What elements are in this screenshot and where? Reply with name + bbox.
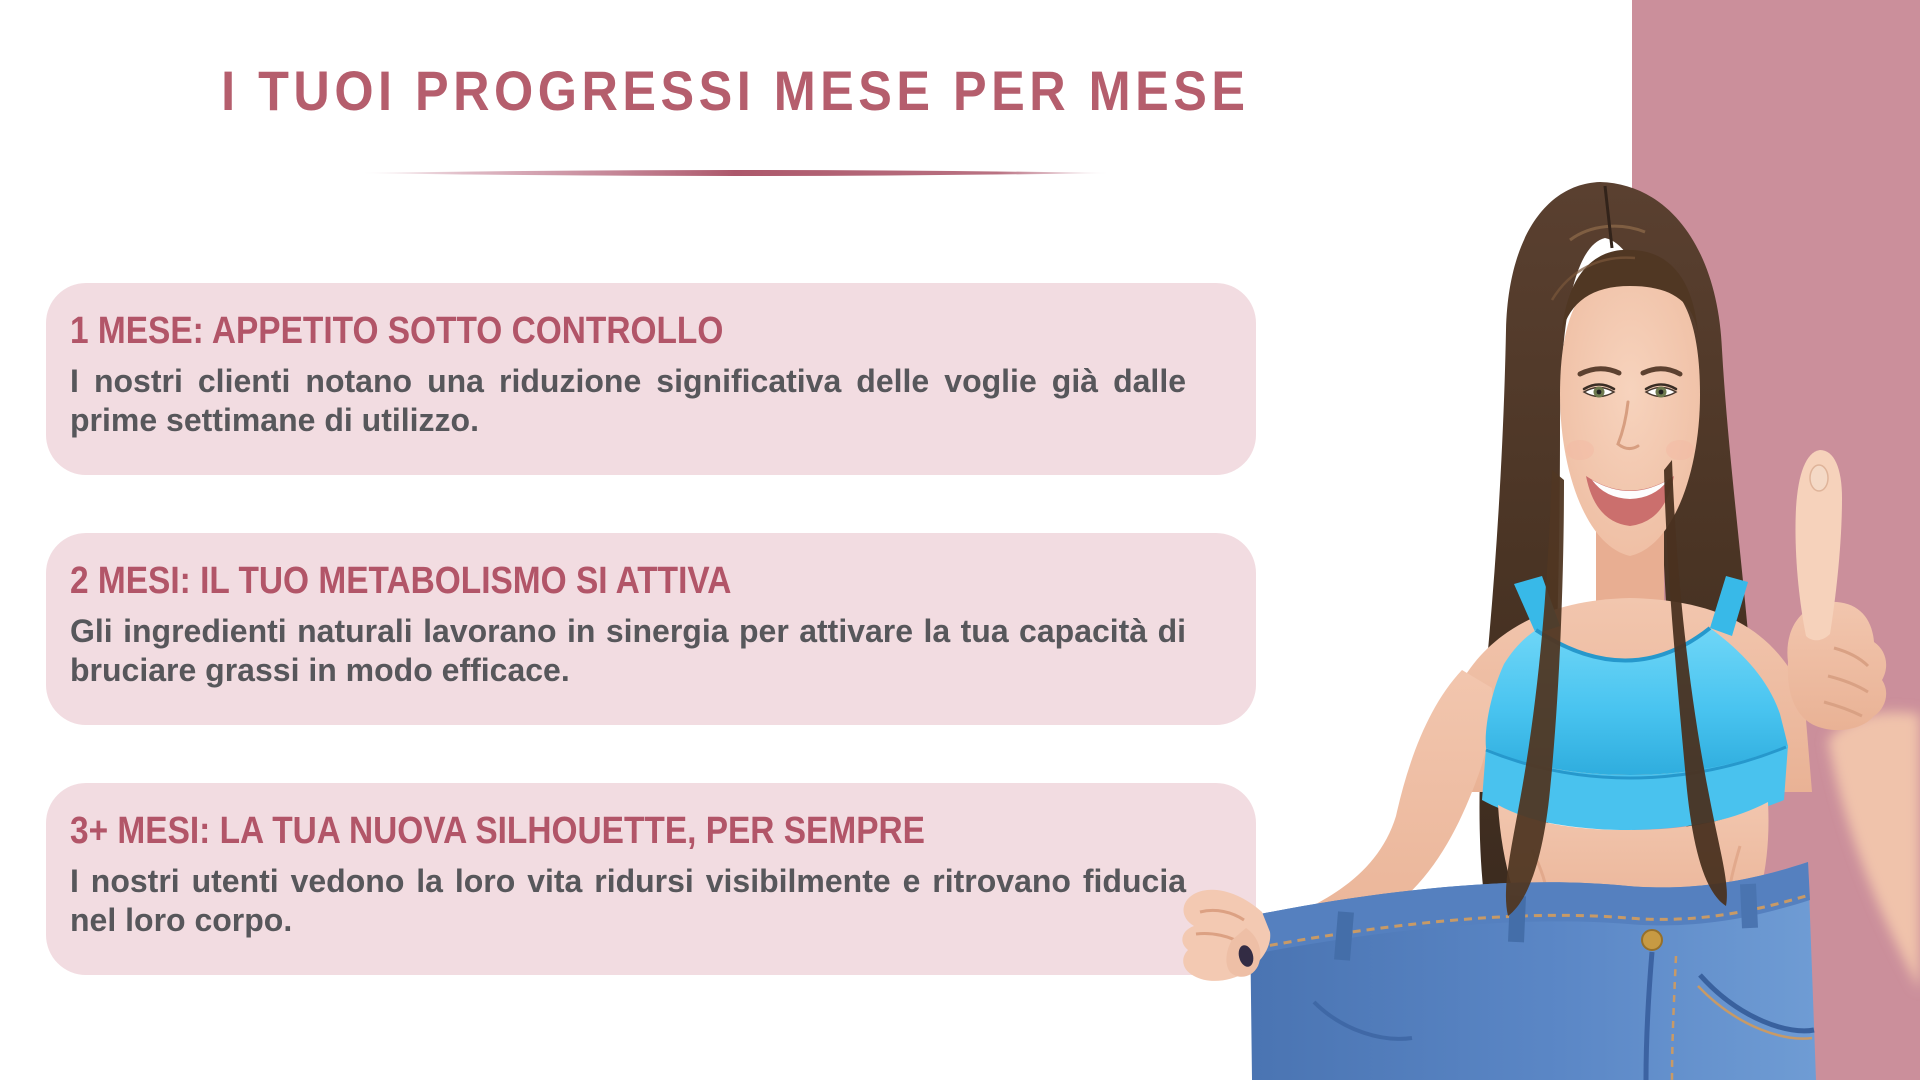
milestone-heading: 3+ MESI: LA TUA NUOVA SILHOUETTE, PER SEMPRE xyxy=(70,810,925,852)
milestone-heading: 1 MESE: APPETITO SOTTO CONTROLLO xyxy=(70,310,724,352)
jeans-button xyxy=(1642,930,1662,950)
milestone-card-1 xyxy=(46,283,1256,475)
milestone-heading: 2 MESI: IL TUO METABOLISMO SI ATTIVA xyxy=(70,560,732,602)
milestone-card-3 xyxy=(46,783,1256,975)
thumbs-up-hand xyxy=(1787,450,1886,730)
page-title: I TUOI PROGRESSI MESE PER MESE xyxy=(220,59,1250,122)
raised-forearm xyxy=(1828,712,1920,990)
milestone-body: I nostri clienti notano una riduzione significativa delle voglie già dalle prime settimane di utilizzo. xyxy=(70,363,1186,438)
woman-thumbs-up-oversized-jeans-photo xyxy=(1100,0,1920,1080)
pinching-hand xyxy=(1182,890,1270,981)
milestone-cards xyxy=(46,0,1256,1080)
milestone-body: I nostri utenti vedono la loro vita ridursi visibilmente e ritrovano fiducia nel loro corpo. xyxy=(70,863,1186,938)
thumb-nail-up xyxy=(1810,465,1828,491)
milestone-card-2 xyxy=(46,533,1256,725)
milestone-body: Gli ingredienti naturali lavorano in sinergia per attivare la tua capacità di bruciare grassi in modo efficace. xyxy=(70,613,1186,688)
